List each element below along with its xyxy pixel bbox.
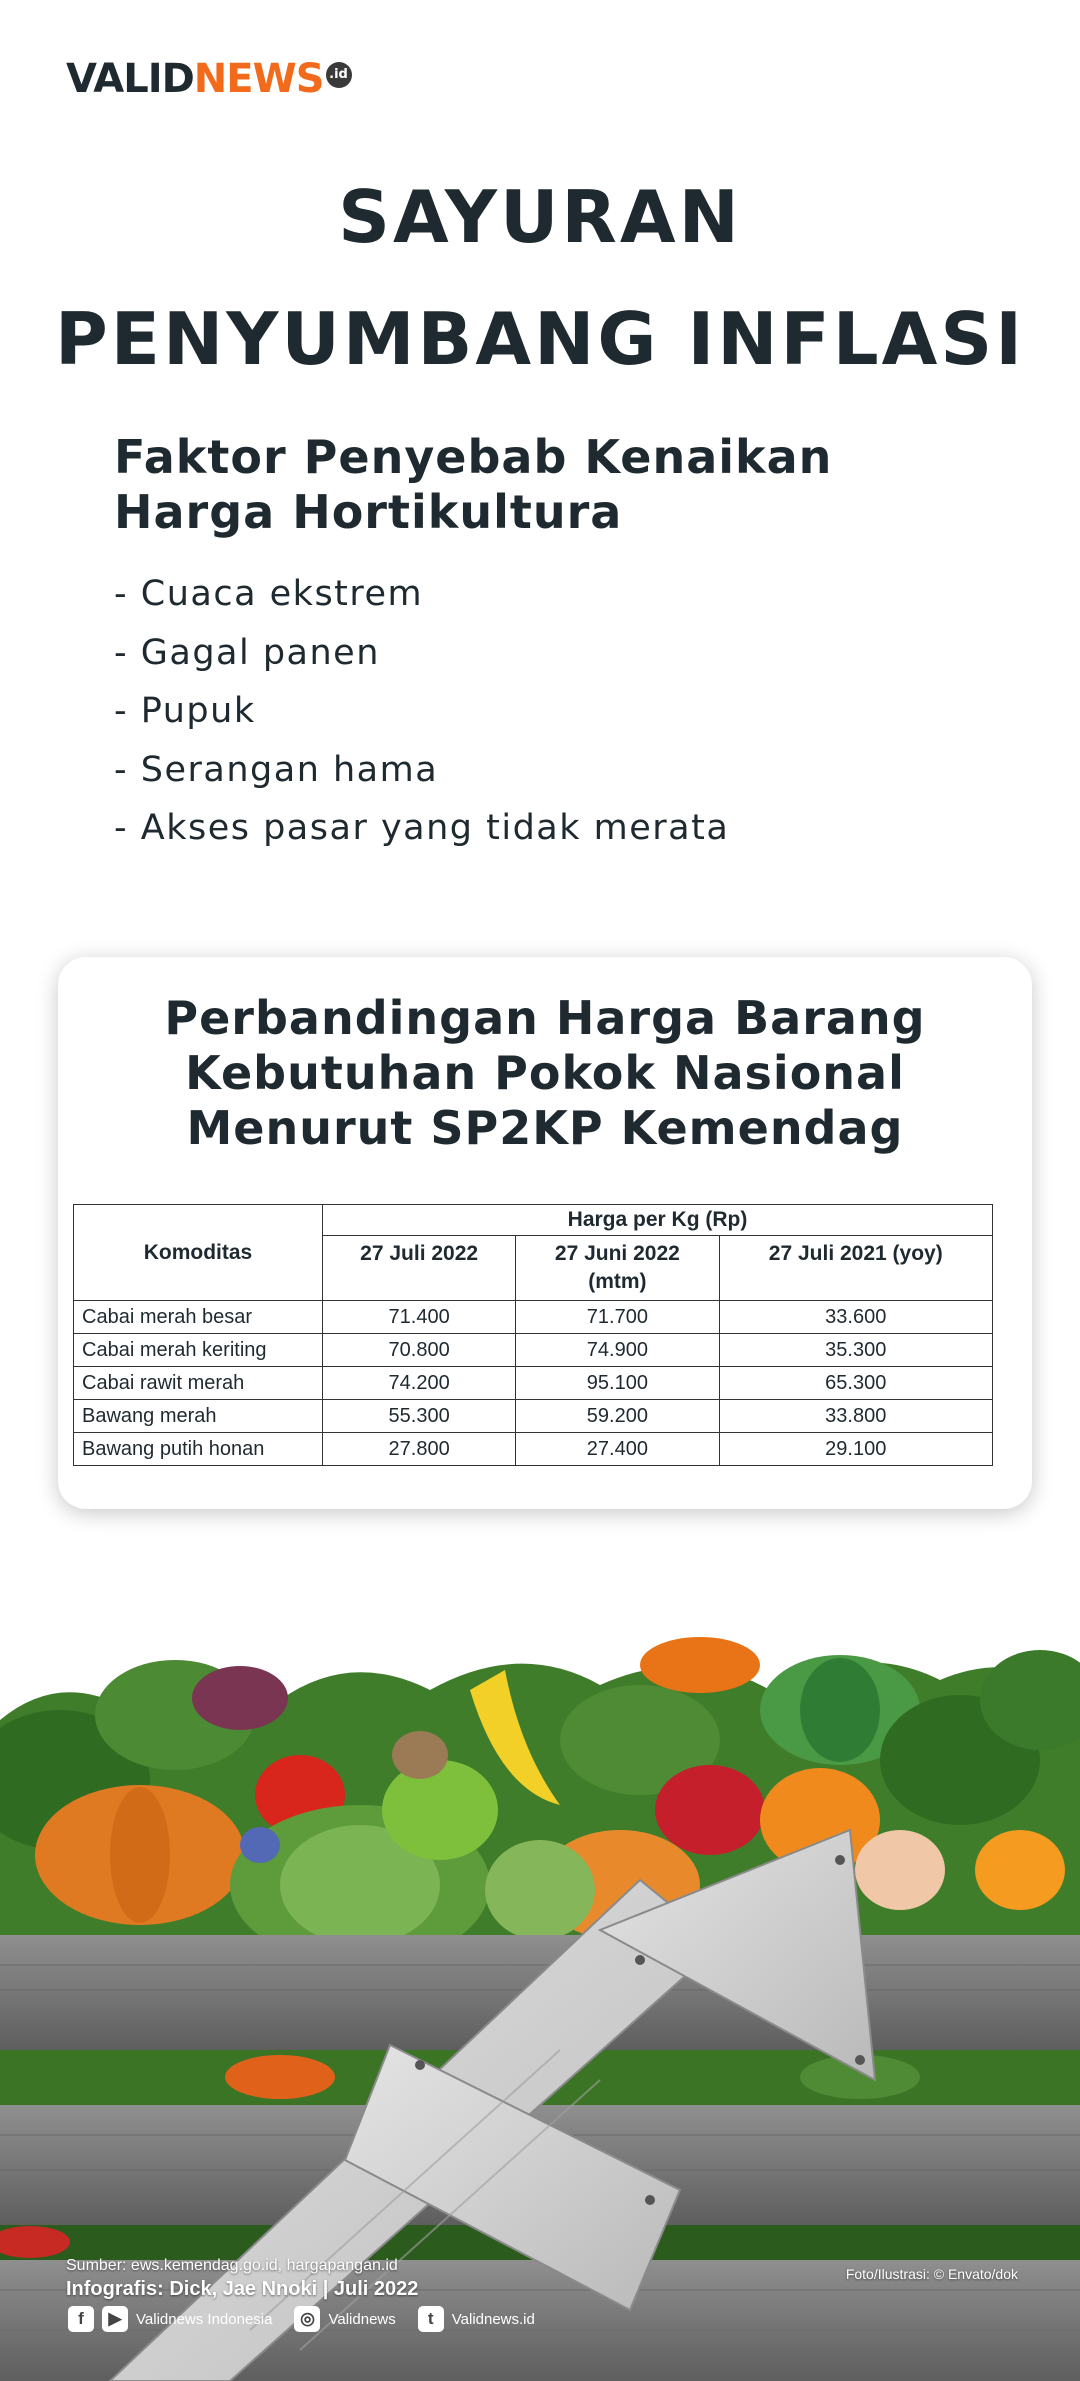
comparison-title (58, 991, 1032, 1156)
cell-commodity: Bawang putih honan (74, 1433, 323, 1466)
table-header-row (74, 1205, 993, 1236)
cell-jul-2021: 35.300 (719, 1334, 993, 1367)
cell-jul-2022: 55.300 (323, 1400, 516, 1433)
instagram-icon[interactable]: ◎ (294, 2306, 320, 2332)
cell-commodity: Cabai merah besar (74, 1301, 323, 1334)
infographic-credit: Infografis: Dick, Jae Nnoki | Juli 2022 (66, 2278, 419, 2300)
comparison-title-line2: Kebutuhan Pokok Nasional (185, 1046, 905, 1100)
factor-item: - Serangan hama (114, 749, 439, 790)
factor-item: - Akses pasar yang tidak merata (114, 808, 730, 848)
cell-commodity: Cabai rawit merah (74, 1367, 323, 1400)
vegetables-pile (0, 1637, 1080, 1965)
header-commodity: Komoditas (74, 1205, 323, 1301)
facebook-icon[interactable]: f (68, 2306, 94, 2332)
social-links (68, 2306, 549, 2332)
cell-jun-2022: 74.900 (516, 1334, 719, 1367)
table-row (74, 1433, 993, 1466)
cell-commodity: Bawang merah (74, 1400, 323, 1433)
factor-item: - Cuaca ekstrem (114, 574, 424, 614)
brand-logo-news: NEWS (193, 56, 324, 102)
credits-block (66, 2256, 418, 2302)
cell-jun-2022: 59.200 (516, 1400, 719, 1433)
cell-jul-2021: 33.800 (719, 1400, 993, 1433)
social-handle-twitter: Validnews.id (451, 2310, 535, 2328)
table-row (74, 1400, 993, 1433)
cell-jul-2021: 33.600 (719, 1301, 993, 1334)
source-text: Sumber: ews.kemendag.go.id, hargapangan.id (66, 2257, 398, 2274)
brand-logo-valid: VALID (66, 56, 194, 102)
header-jul-2021: 27 Juli 2021 (yoy) (719, 1236, 993, 1301)
cell-jul-2022: 27.800 (323, 1433, 516, 1466)
header-jun-2022-sub: (mtm) (588, 1270, 647, 1293)
cell-jul-2022: 71.400 (323, 1301, 516, 1334)
cell-jun-2022: 27.400 (516, 1433, 719, 1466)
page-title (0, 156, 1080, 400)
cell-commodity: Cabai merah keriting (74, 1334, 323, 1367)
cell-jul-2022: 74.200 (323, 1367, 516, 1400)
comparison-title-line3: Menurut SP2KP Kemendag (186, 1101, 904, 1155)
header-jun-2022-label: 27 Juni 2022 (554, 1242, 680, 1265)
twitter-icon[interactable]: t (418, 2306, 444, 2332)
social-handle-instagram: Validnews (328, 2310, 396, 2328)
brand-logo-suffix: .id (326, 62, 352, 88)
header-price-group: Harga per Kg (Rp) (323, 1205, 993, 1236)
header-jun-2022 (516, 1236, 719, 1301)
cell-jun-2022: 95.100 (516, 1367, 719, 1400)
photo-credit: Foto/Ilustrasi: © Envato/dok (845, 2266, 1018, 2282)
factors-heading: Faktor Penyebab Kenaikan Harga Hortikultura (114, 430, 833, 539)
table-row (74, 1301, 993, 1334)
cell-jun-2022: 71.700 (516, 1301, 719, 1334)
page-title-line2: PENYUMBANG INFLASI (55, 297, 1025, 381)
cell-jul-2022: 70.800 (323, 1334, 516, 1367)
factor-item: - Pupuk (114, 691, 256, 731)
youtube-icon[interactable]: ▶ (102, 2306, 128, 2332)
factors-list (114, 565, 729, 858)
brand-logo (66, 56, 352, 102)
comparison-card (58, 957, 1032, 1509)
header-jul-2022: 27 Juli 2022 (323, 1236, 516, 1301)
comparison-title-line1: Perbandingan Harga Barang (164, 991, 926, 1045)
table-row (74, 1367, 993, 1400)
page-title-line1: SAYURAN (338, 175, 742, 259)
cell-jul-2021: 29.100 (719, 1433, 993, 1466)
price-table (73, 1204, 993, 1466)
factor-item: - Gagal panen (114, 632, 380, 673)
social-handle-facebook-youtube: Validnews Indonesia (136, 2310, 273, 2328)
table-row (74, 1334, 993, 1367)
cell-jul-2021: 65.300 (719, 1367, 993, 1400)
